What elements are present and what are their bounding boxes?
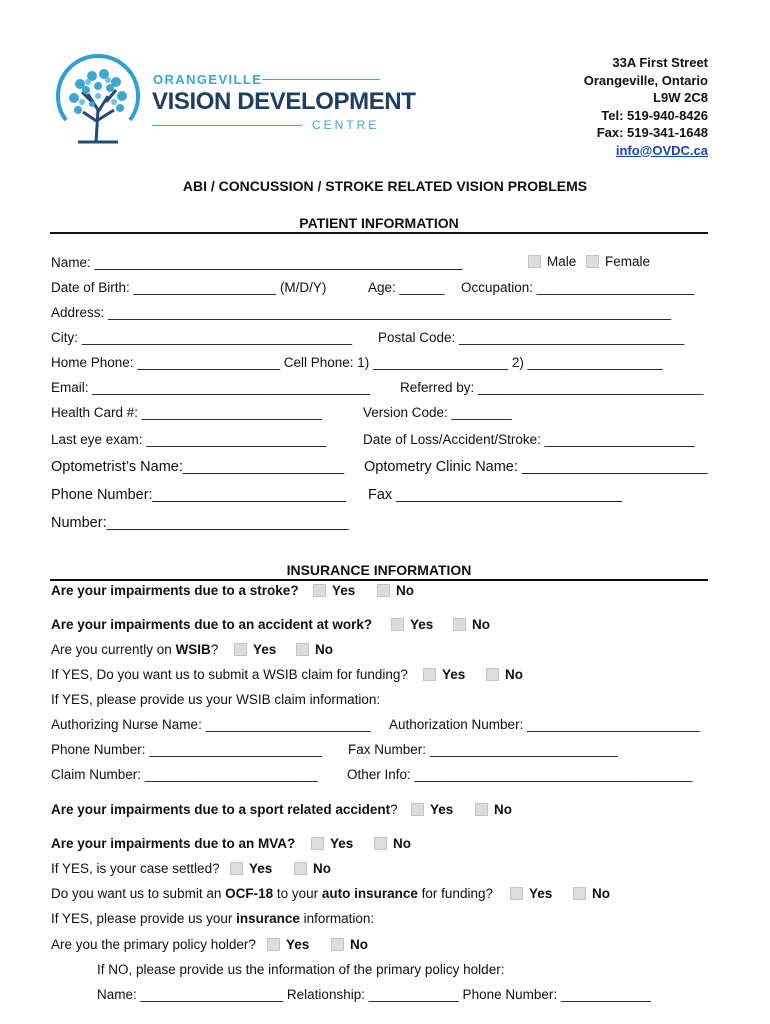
- q-wsib: [51, 642, 218, 657]
- settled-no[interactable]: [294, 861, 331, 876]
- ocf18-yes[interactable]: [510, 886, 552, 901]
- female-option[interactable]: [586, 254, 650, 269]
- other-info-field[interactable]: Other Info: _____________________________________: [347, 767, 693, 782]
- checkbox[interactable]: [423, 668, 436, 681]
- no-label: No: [494, 802, 512, 817]
- checkbox[interactable]: [313, 584, 326, 597]
- q-sport-text: Are your impairments due to a sport related accident: [51, 802, 391, 817]
- male-option[interactable]: [528, 254, 576, 269]
- dob-field[interactable]: Date of Birth: ___________________ (M/D/Y): [51, 280, 327, 295]
- primary-yes[interactable]: [267, 937, 309, 952]
- q-ocf-text: to your: [273, 886, 322, 901]
- q-wsib-text: ?: [210, 642, 219, 657]
- wsib-yes[interactable]: [234, 642, 276, 657]
- checkbox[interactable]: [311, 837, 324, 850]
- q-ocf18: [51, 886, 493, 901]
- checkbox[interactable]: [296, 643, 309, 656]
- q-ocf-bold: OCF-18: [225, 886, 274, 901]
- checkbox[interactable]: [234, 643, 247, 656]
- insurance-section-heading: INSURANCE INFORMATION: [286, 562, 472, 578]
- logo-name-line3: CENTRE: [312, 118, 380, 132]
- checkbox[interactable]: [391, 618, 404, 631]
- q-ocf-text: Do you want us to submit an: [51, 886, 226, 901]
- submit-wsib-yes[interactable]: [423, 667, 465, 682]
- mva-no[interactable]: [374, 836, 411, 851]
- settled-yes[interactable]: [230, 861, 272, 876]
- q-stroke: Are your impairments due to a stroke?: [51, 583, 299, 598]
- referred-by-field[interactable]: Referred by: ______________________________: [400, 380, 704, 395]
- checkbox[interactable]: [411, 803, 424, 816]
- clinic-address: [584, 54, 708, 159]
- date-of-loss-field[interactable]: Date of Loss/Accident/Stroke: ____________________: [363, 432, 695, 447]
- yes-label: Yes: [430, 802, 454, 817]
- yes-label: Yes: [330, 836, 354, 851]
- address-city: Orangeville, Ontario: [583, 72, 708, 88]
- authorization-number-field[interactable]: Authorization Number: _______________________: [389, 717, 700, 732]
- q-wsib-text: Are you currently on: [51, 642, 176, 657]
- section-rule: [50, 579, 708, 581]
- optometry-clinic-field[interactable]: Optometry Clinic Name: _______________________: [364, 459, 708, 475]
- q-primary-holder: Are you the primary policy holder?: [51, 937, 256, 952]
- claim-number-field[interactable]: Claim Number: _______________________: [51, 767, 318, 782]
- no-label: No: [315, 642, 333, 657]
- address-fax: Fax: 519-341-1648: [596, 125, 708, 140]
- address-field[interactable]: Address: ___________________________________________________________________________: [51, 305, 672, 320]
- sport-no[interactable]: [475, 802, 512, 817]
- q-wsib-bold: WSIB: [175, 642, 211, 657]
- work-yes[interactable]: [391, 617, 433, 632]
- mva-yes[interactable]: [311, 836, 353, 851]
- stroke-no[interactable]: [377, 583, 414, 598]
- yes-label: Yes: [442, 667, 466, 682]
- yes-label: Yes: [529, 886, 553, 901]
- yes-label: Yes: [249, 861, 273, 876]
- wsib-phone-field[interactable]: Phone Number: _______________________: [51, 742, 322, 757]
- insurance-info-prompt: [51, 911, 374, 926]
- stroke-yes[interactable]: [313, 583, 355, 598]
- submit-wsib-no[interactable]: [486, 667, 523, 682]
- checkbox[interactable]: [475, 803, 488, 816]
- checkbox[interactable]: [294, 862, 307, 875]
- checkbox[interactable]: [230, 862, 243, 875]
- ins-info-bold: insurance: [236, 911, 300, 926]
- no-label: No: [396, 583, 414, 598]
- q-work-accident: Are your impairments due to an accident at work?: [51, 617, 373, 632]
- logo-name-line1: ORANGEVILLE: [153, 72, 263, 87]
- optometrist-fax-field[interactable]: Fax ____________________________: [368, 487, 622, 503]
- version-code-field[interactable]: Version Code: ________: [363, 405, 512, 420]
- female-label: Female: [605, 254, 651, 269]
- last-eye-exam-field[interactable]: Last eye exam: ________________________: [51, 432, 327, 447]
- checkbox[interactable]: [486, 668, 499, 681]
- q-ocf-text: for funding?: [417, 886, 493, 901]
- health-card-field[interactable]: Health Card #: ________________________: [51, 405, 322, 420]
- sport-yes[interactable]: [411, 802, 453, 817]
- optometrist-name-field[interactable]: Optometrist’s Name:____________________: [51, 459, 345, 475]
- logo-divider: [152, 125, 302, 126]
- yes-label: Yes: [332, 583, 356, 598]
- q-sport-mark: ?: [390, 802, 398, 817]
- checkbox[interactable]: [331, 938, 344, 951]
- ocf18-no[interactable]: [573, 886, 610, 901]
- q-mva: Are your impairments due to an MVA?: [51, 836, 296, 851]
- address-street: 33A First Street: [612, 55, 708, 70]
- patient-section-heading: PATIENT INFORMATION: [299, 215, 459, 231]
- wsib-fax-field[interactable]: Fax Number: _________________________: [348, 742, 618, 757]
- no-label: No: [592, 886, 610, 901]
- wsib-no[interactable]: [296, 642, 333, 657]
- city-field[interactable]: City: ____________________________________: [51, 330, 353, 345]
- section-rule: [50, 232, 708, 234]
- name-field[interactable]: Name: _________________________________________________: [51, 255, 463, 270]
- checkbox[interactable]: [573, 887, 586, 900]
- male-label: Male: [547, 254, 577, 269]
- no-label: No: [472, 617, 490, 632]
- yes-label: Yes: [286, 937, 310, 952]
- yes-label: Yes: [253, 642, 277, 657]
- no-label: No: [350, 937, 368, 952]
- address-postal: L9W 2C8: [653, 90, 708, 105]
- yes-label: Yes: [410, 617, 434, 632]
- checkbox[interactable]: [267, 938, 280, 951]
- checkbox[interactable]: [374, 837, 387, 850]
- male-checkbox[interactable]: [528, 255, 541, 268]
- logo-name-line2: VISION DEVELOPMENT: [152, 88, 416, 115]
- email-field[interactable]: Email: _____________________________________: [51, 380, 371, 395]
- nurse-name-field[interactable]: Authorizing Nurse Name: ______________________: [51, 717, 371, 732]
- primary-holder-prompt: If NO, please provide us the information of the primary policy holder:: [97, 962, 505, 977]
- address-tel: Tel: 519-940-8426: [601, 107, 708, 123]
- ins-info-text: If YES, please provide us your: [51, 911, 237, 926]
- postal-code-field[interactable]: Postal Code: ______________________________: [378, 330, 685, 345]
- no-label: No: [505, 667, 523, 682]
- logo-divider: [262, 79, 380, 80]
- female-checkbox[interactable]: [586, 255, 599, 268]
- occupation-field[interactable]: Occupation: _____________________: [461, 280, 695, 295]
- wsib-info-prompt: If YES, please provide us your WSIB claim information:: [51, 692, 381, 707]
- age-field[interactable]: Age: ______: [368, 280, 445, 295]
- form-title: ABI / CONCUSSION / STROKE RELATED VISION PROBLEMS: [182, 178, 588, 194]
- work-no[interactable]: [453, 617, 490, 632]
- checkbox[interactable]: [377, 584, 390, 597]
- email-link[interactable]: info@OVDC.ca: [615, 142, 708, 158]
- primary-no[interactable]: [331, 937, 368, 952]
- q-sport: [51, 802, 398, 817]
- ins-info-text: information:: [299, 911, 375, 926]
- no-label: No: [393, 836, 411, 851]
- q-ocf-bold: auto insurance: [321, 886, 418, 901]
- optometrist-number-field[interactable]: Number:______________________________: [51, 515, 349, 531]
- tree-logo-icon: [48, 50, 148, 150]
- checkbox[interactable]: [453, 618, 466, 631]
- q-settled: If YES, is your case settled?: [51, 861, 220, 876]
- optometrist-phone-field[interactable]: Phone Number:________________________: [51, 487, 347, 503]
- primary-holder-fields[interactable]: Name: ___________________ Relationship: ____________ Phone Number: ____________: [97, 987, 651, 1002]
- q-submit-wsib: If YES, Do you want us to submit a WSIB claim for funding?: [51, 667, 408, 682]
- checkbox[interactable]: [510, 887, 523, 900]
- phone-fields[interactable]: Home Phone: ___________________ Cell Phone: 1) __________________ 2) __________________: [51, 355, 663, 370]
- no-label: No: [313, 861, 331, 876]
